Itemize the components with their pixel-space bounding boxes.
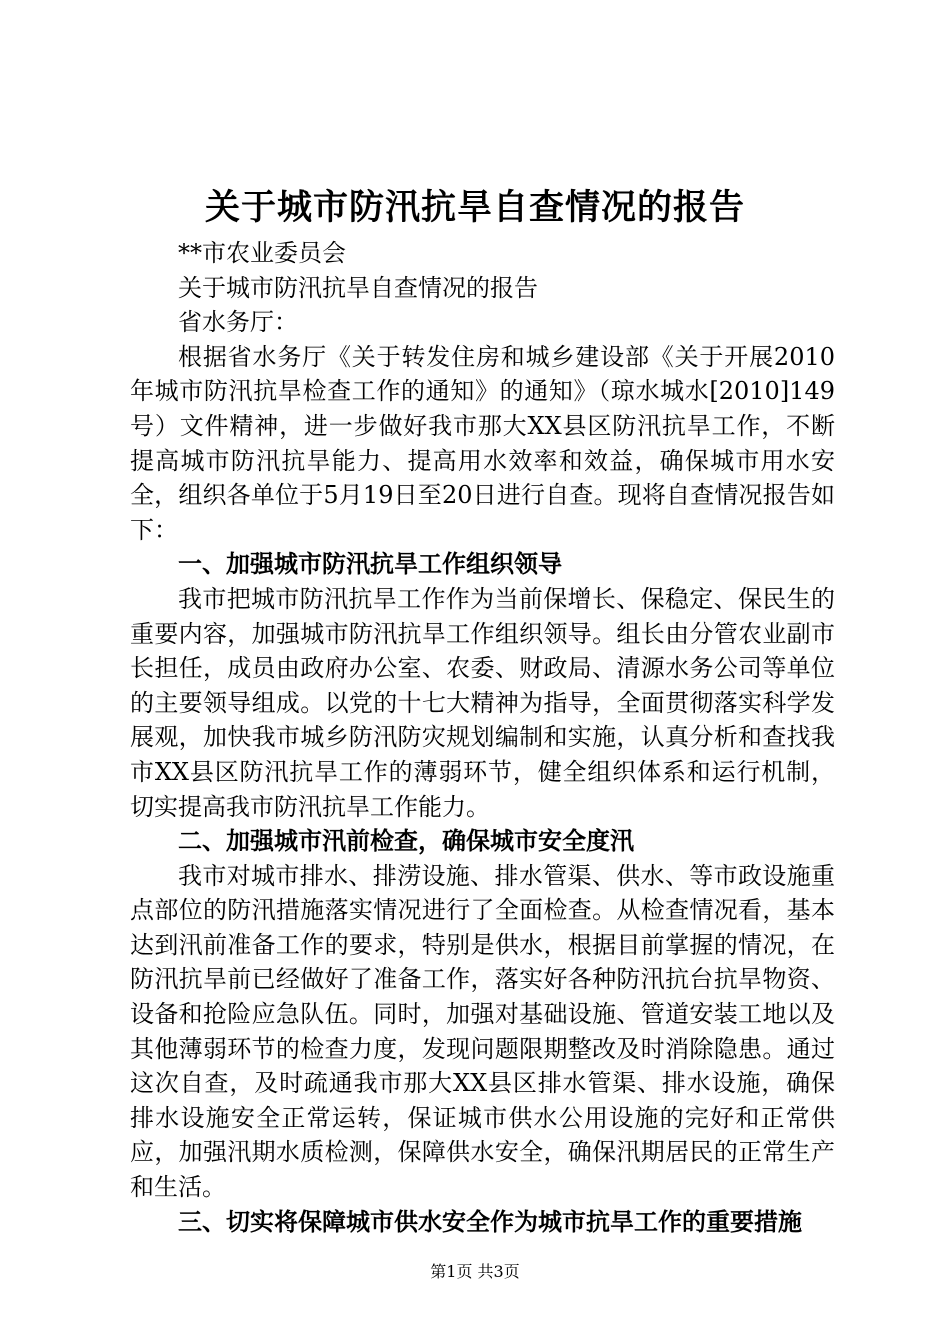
section-heading-1: 一、加强城市防汛抗旱工作组织领导 <box>178 549 562 579</box>
section-paragraph-2: 我市对城市排水、排涝设施、排水管渠、供水、等市政设施重点部位的防汛措施落实情况进行了全面检查。从检查情况看，基本达到汛前准备工作的要求，特别是供水，根据目前掌握的情况，在防汛抗旱前已经做好了准备工作，落实好各种防汛抗台抗旱物资、设备和抢险应急队伍。同时，加强对基础设施、管道安装工地以及其他薄弱环节的检查力度，发现问题限期整改及时消除隐患。通过这次自查，及时疏通我市那大XX县区排水管渠、排水设施，确保排水设施安全正常运转，保证城市供水公用设施的完好和正常供应，加强汛期水质检测，保障供水安全，确保汛期居民的正常生产和生活。 <box>130 861 835 1202</box>
document-title: 关于城市防汛抗旱自查情况的报告 <box>204 187 745 228</box>
sender-line: **市农业委员会 <box>178 239 346 267</box>
page-footer: 第1页 共3页 <box>430 1262 520 1281</box>
section-paragraph-1: 我市把城市防汛抗旱工作作为当前保增长、保稳定、保民生的重要内容，加强城市防汛抗旱工作组织领导。组长由分管农业副市长担任，成员由政府办公室、农委、财政局、清源水务公司等单位的主要领导组成。以党的十七大精神为指导，全面贯彻落实科学发展观，加快我市城乡防汛防灾规划编制和实施，认真分析和查找我市XX县区防汛抗旱工作的薄弱环节，健全组织体系和运行机制，切实提高我市防汛抗旱工作能力。 <box>130 584 835 821</box>
section-heading-3: 三、切实将保障城市供水安全作为城市抗旱工作的重要措施 <box>178 1206 802 1236</box>
report-subtitle: 关于城市防汛抗旱自查情况的报告 <box>178 273 538 302</box>
intro-paragraph: 根据省水务厅《关于转发住房和城乡建设部《关于开展2010年城市防汛抗旱检查工作的通知》的通知》（琼水城水[2010]149号）文件精神，进一步做好我市那大XX县区防汛抗旱工作，不断提高城市防汛抗旱能力、提高用水效率和效益，确保城市用水安全，组织各单位于5月19日至20日进行自查。现将自查情况报告如下： <box>130 342 835 544</box>
section-heading-2: 二、加强城市汛前检查，确保城市安全度汛 <box>178 826 634 856</box>
recipient-line: 省水务厅： <box>178 308 298 337</box>
document-body <box>130 236 835 1239</box>
